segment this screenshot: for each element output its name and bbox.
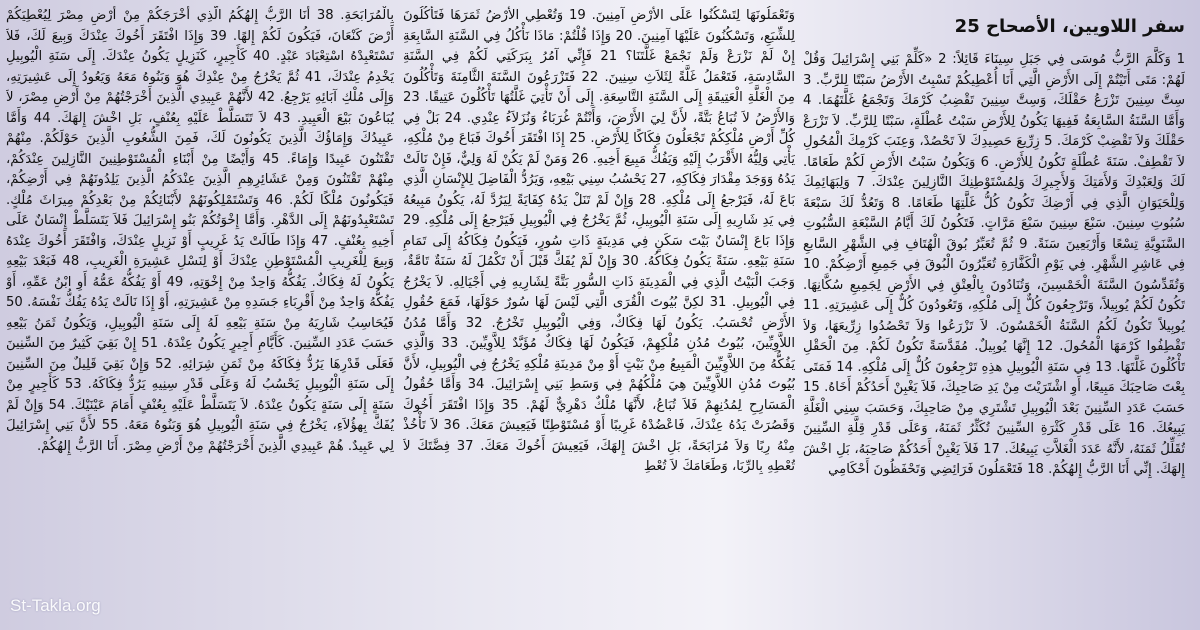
text-column-right	[803, 4, 1185, 624]
watermark-logo: St-Takla.org	[10, 596, 101, 615]
text-column-left	[6, 6, 394, 626]
chapter-title: سفر اللاويين، الأصحاح 25	[954, 16, 1185, 37]
column-text-middle: وَتَعْمَلُونَهَا لِتَسْكُنُوا عَلَى الأَرْضِ آمِنِينَ. 19 وَتُعْطِي الأَرْضُ ثَمَرَهَا فَتَأْكُلُونَ لِلشِّبَعِ، وَتَسْكُنُونَ عَلَيْهَا آمِنِينَ. 20 وَإِذَا قُلْتُمْ: مَاذَا نَأْكُلُ فِي السَّنَةِ السَّابِعَةِ إِنْ لَمْ نَزْرَعْ وَلَمْ نَجْمَعْ غَلَّتَنَا؟ 21 فَإِنِّي آمُرُ بِبَرَكَتِي لَكُمْ فِي السَّنَةِ السَّادِسَةِ، فَتَعْمَلُ غَلَّةً لِثَلاَثِ سِنِينَ. 22 فَتَزْرَعُونَ السَّنَةَ الثَّامِنَةَ وَتَأْكُلُونَ مِنَ الْغَلَّةِ الْعَتِيقَةِ إِلَى السَّنَةِ التَّاسِعَةِ. إِلَى أَنْ تَأْتِيَ غَلَّتُهَا تَأْكُلُونَ عَتِيقًا. 23 وَالأَرْضُ لاَ تُبَاعُ بَتَّةً، لأَنَّ لِيَ الأَرْضَ، وَأَنْتُمْ غُرَبَاءُ وَنُزَلاَءُ عِنْدِي. 24 بَلْ فِي كُلِّ أَرْضِ مُلْكِكُمْ تَجْعَلُونَ فِكَاكًا لِلأَرْضِ. 25 إِذَا افْتَقَرَ أَخُوكَ فَبَاعَ مِنْ مُلْكِهِ، يَأْتِي وَلِيُّهُ الأَقْرَبُ إِلَيْهِ وَيَفُكُّ مَبِيعَ أَخِيهِ. 26 وَمَنْ لَمْ يَكُنْ لَهُ وَلِيٌّ، فَإِنْ نَالَتْ يَدُهُ وَوَجَدَ مِقْدَارَ فِكَاكِهِ، 27 يَحْسُبُ سِنِي بَيْعِهِ، وَيَرُدُّ الْفَاضِلَ لِلإِنْسَانِ الَّذِي بَاعَ لَهُ، فَيَرْجعُ إِلَى مُلْكِهِ. 28 وَإِنْ لَمْ تَنَلْ يَدُهُ كِفَايَةً لِيَرُدَّ لَهُ، يَكُونُ مَبِيعُهُ فِي يَدِ شَارِيهِ إِلَى سَنَةِ الْيُوبِيلِ، ثُمَّ يَخْرُجُ فِي الْيُوبِيلِ فَيَرْجعُ إِلَى مُلْكِهِ. 29 وَإِذَا بَاعَ إِنْسَانٌ بَيْتَ سَكَنٍ فِي مَدِينَةٍ ذَاتِ سُورٍ، فَيَكُونُ فِكَاكُهُ إِلَى تَمَامِ سَنَةِ بَيْعِهِ. سَنَةً يَكُونُ فِكَاكُهُ. 30 وَإِنْ لَمْ يُفَكَّ قَبْلَ أَنْ تَكْمُلَ لَهُ سَنَةٌ تَامَّةٌ، وَجَبَ الْبَيْتُ الَّذِي فِي الْمَدِينَةِ ذَاتِ السُّورِ بَتَّةً لِشَارِيهِ فِي أَجْيَالِهِ. لاَ يَخْرُجُ فِي الْيُوبِيلِ. 31 لكِنَّ بُيُوتَ الْقُرَى الَّتِي لَيْسَ لَهَا سُورٌ حَوْلَهَا، فَمَعَ حُقُولِ الأَرْضِ تُحْسَبُ. يَكُونُ لَهَا فِكَاكٌ، وَفِي الْيُوبِيلِ تَخْرُجُ. 32 وَأَمَّا مُدُنُ اللاَّوِيِّينَ، بُيُوتُ مُدُنِ مُلْكِهِمْ، فَيَكُونُ لَهَا فِكَاكٌ مُؤَبَّدٌ لِلاَّوِيِّينَ. 33 وَالَّذِي يَفُكُّهُ مِنَ اللاَّوِيِّينَ الْمَبِيعُ مِنْ بَيْتٍ أَوْ مِنْ مَدِينَةِ مُلْكِهِ يَخْرُجُ فِي الْيُوبِيلِ، لأَنَّ بُيُوتَ مُدُنِ اللاَّوِيِّينَ هِيَ مُلْكُهُمْ فِي وَسَطِ بَنِي إِسْرَائِيلَ. 34 وَأَمَّا حُقُولُ الْمَسَارِحِ لِمُدُنِهِمْ فَلاَ تُبَاعُ، لأَنَّهَا مُلْكٌ دَهْرِيٌّ لَهُمْ. 35 وَإِذَا افْتَقَرَ أَخُوكَ وَقَصُرَتْ يَدُهُ عِنْدَكَ، فَاعْضُدْهُ غَرِيبًا أَوْ مُسْتَوْطِنًا فَيَعِيشَ مَعَكَ. 36 لاَ تَأْخُذْ مِنْهُ رِبًا وَلاَ مُرَابَحَةً، بَلِ اخْشَ إِلهَكَ، فَيَعِيشَ أَخُوكَ مَعَكَ. 37 فِضَّتَكَ لاَ تُعْطِهِ بِالرِّبَا، وَطَعَامَكَ لاَ تُعْطِ	[403, 8, 795, 474]
column-text-left: بِالْمُرَابَحَةِ. 38 أَنَا الرَّبُّ إِلهُكُمُ الَّذِي أَخْرَجَكُمْ مِنْ أَرْضِ مِصْرَ لِيُعْطِيَكُمْ أَرْضَ كَنْعَانَ، فَيَكُونَ لَكُمْ إِلهًا. 39 وَإِذَا افْتَقَرَ أَخُوكَ عِنْدَكَ وَبِيعَ لَكَ، فَلاَ تَسْتَعْبِدْهُ اسْتِعْبَادَ عَبْدٍ. 40 كَأَجِيرٍ، كَنَزِيلٍ يَكُونُ عِنْدَكَ. إِلَى سَنَةِ الْيُوبِيلِ يَخْدِمُ عِنْدَكَ، 41 ثُمَّ يَخْرُجُ مِنْ عِنْدِكَ هُوَ وَبَنُوهُ مَعَهُ وَيَعُودُ إِلَى عَشِيرَتِهِ، وَإِلَى مُلْكِ آبَائِهِ يَرْجِعُ. 42 لأَنَّهُمْ عَبِيدِي الَّذِينَ أَخْرَجْتُهُمْ مِنْ أَرْضِ مِصْرَ، لاَ يُبَاعُونَ بَيْعَ الْعَبِيدِ. 43 لاَ تَتَسَلَّطْ عَلَيْهِ بِعُنْفٍ، بَلِ اخْشَ إِلهَكَ. 44 وَأَمَّا عَبِيدُكَ وَإِمَاؤُكَ الَّذِينَ يَكُونُونَ لَكَ، فَمِنَ الشُّعُوبِ الَّذِينَ حَوْلَكُمْ. مِنْهُمْ تَقْتَنُونَ عَبِيدًا وَإِمَاءً. 45 وَأَيْضًا مِنْ أَبْنَاءِ الْمُسْتَوْطِنِينَ النَّازِلِينَ عِنْدَكُمْ، مِنْهُمْ تَقْتَنُونَ وَمِنْ عَشَائِرِهِمِ الَّذِينَ عِنْدَكُمُ الَّذِينَ يَلِدُونَهُمْ فِي أَرْضِكُمْ، فَيَكُونُونَ مُلْكًا لَكُمْ. 46 وَتَسْتَمْلِكُونَهُمْ لأَبْنَائِكُمْ مِنْ بَعْدِكُمْ مِيرَاثَ مُلْكٍ. تَسْتَعْبِدُونَهُمْ إِلَى الدَّهْرِ. وَأَمَّا إِخْوَتُكُمْ بَنُو إِسْرَائِيلَ فَلاَ يَتَسَلَّطْ إِنْسَانٌ عَلَى أَخِيهِ بِعُنْفٍ. 47 وَإِذَا طَالَتْ يَدُ غَرِيبٍ أَوْ نَزِيلٍ عِنْدَكَ، وَافْتَقَرَ أَخُوكَ عِنْدَهُ وَبِيعَ لِلْغَرِيبِ الْمُسْتَوْطِنِ عِنْدَكَ أَوْ لِنَسْلِ عَشِيرَةِ الْغَرِيبِ، 48 فَبَعْدَ بَيْعِهِ يَكُونُ لَهُ فِكَاكٌ. يَفُكُّهُ وَاحِدٌ مِنْ إِخْوَتِهِ، 49 أَوْ يَفُكُّهُ عَمُّهُ أَوِ ابْنُ عَمِّهِ، أَوْ يَفُكُّهُ وَاحِدٌ مِنْ أَقْرِبَاءِ جَسَدِهِ مِنْ عَشِيرَتِهِ، أَوْ إِذَا نَالَتْ يَدُهُ يَفُكُّ نَفْسَهُ. 50 فَيُحَاسِبُ شَارِيَهُ مِنْ سَنَةِ بَيْعِهِ لَهُ إِلَى سَنَةِ الْيُوبِيلِ، وَيَكُونُ ثَمَنُ بَيْعِهِ حَسَبَ عَدَدِ السِّنِينَ. كَأَيَّامِ أَجِيرٍ يَكُونُ عِنْدَهُ. 51 إِنْ بَقِيَ كَثِيرٌ مِنَ السِّنِينَ فَعَلَى قَدْرِهَا يَرُدُّ فِكَاكَهُ مِنْ ثَمَنِ شِرَائِهِ. 52 وَإِنْ بَقِيَ قَلِيلٌ مِنَ السِّنِينَ إِلَى سَنَةِ الْيُوبِيلِ يَحْسُبُ لَهُ وَعَلَى قَدْرِ سِنِيهِ يَرُدُّ فِكَاكَهُ. 53 كَأَجِيرٍ مِنْ سَنَةٍ إِلَى سَنَةٍ يَكُونُ عِنْدَهُ. لاَ يَتَسَلَّطْ عَلَيْهِ بِعُنْفٍ أَمَامَ عَيْنَيْكَ. 54 وَإِنْ لَمْ يُفَكَّ بِهؤُلاَءِ، يَخْرُجُ فِي سَنَةِ الْيُوبِيلِ هُوَ وَبَنُوهُ مَعَهُ. 55 لأَنَّ بَنِي إِسْرَائِيلَ لِي عَبِيدٌ. هُمْ عَبِيدِي الَّذِينَ أَخْرَجْتُهُمْ مِنْ أَرْضِ مِصْرَ. أَنَا الرَّبُّ إِلهُكُمْ.	[6, 8, 394, 454]
column-text-right: 1 وَكَلَّمَ الرَّبُّ مُوسَى فِي جَبَلِ سِينَاءَ قَائِلاً: 2 «كَلِّمْ بَنِي إِسْرَائِيلَ وَقُلْ لَهُمْ: مَتَى أَتَيْتُمْ إِلَى الأَرْضِ الَّتِي أَنَا أُعْطِيكُمْ تَسْبِتُ الأَرْضُ سَبْتًا لِلرَّبِّ. 3 سِتَّ سِنِينَ تَزْرَعُ حَقْلَكَ، وَسِتَّ سِنِينَ تَقْضِبُ كَرْمَكَ وَتَجْمَعُ غَلَّتَهُمَا. 4 وَأَمَّا السَّنَةُ السَّابِعَةُ فَفِيهَا يَكُونُ لِلأَرْضِ سَبْتُ عُطْلَةٍ، سَبْتًا لِلرَّبِّ. لاَ تَزْرَعْ حَقْلَكَ وَلاَ تَقْضِبْ كَرْمَكَ. 5 زِرِّيعَ حَصِيدِكَ لاَ تَحْصُدْ، وَعِنَبَ كَرْمِكَ الْمُحُولِ لاَ تَقْطِفْ. سَنَةَ عُطْلَةٍ تَكُونُ لِلأَرْضِ. 6 وَيَكُونُ سَبْتُ الأَرْضِ لَكُمْ طَعَامًا. لَكَ وَلِعَبْدِكَ وَلأَمَتِكَ وَلأَجِيرِكَ وَلِمُسْتَوْطِنِكَ النَّازِلِينَ عِنْدَكَ. 7 وَلِبَهَائِمِكَ وَلِلْحَيَوَانِ الَّذِي فِي أَرْضِكَ تَكُونُ كُلُّ غَلَّتِهَا طَعَامًا. 8 وَتَعُدُّ لَكَ سَبْعَةَ سُبُوتِ سِنِينَ. سَبْعَ سِنِينَ سَبْعَ مَرَّاتٍ. فَتَكُونُ لَكَ أَيَّامُ السَّبْعَةِ السُّبُوتِ السَّنَوِيَّةِ تِسْعًا وَأَرْبَعِينَ سَنَةً. 9 ثُمَّ تُعَبِّرُ بُوقَ الْهُتَافِ فِي الشَّهْرِ السَّابعِ فِي عَاشِرِ الشَّهْرِ. فِي يَوْمِ الْكَفَّارَةِ تُعَبِّرُونَ الْبُوقَ فِي جَمِيعِ أَرْضِكُمْ. 10 وَتُقَدِّسُونَ السَّنَةَ الْخَمْسِينَ، وَتُنَادُونَ بِالْعِتْقِ فِي الأَرْضِ لِجَمِيعِ سُكَّانِهَا. تَكُونُ لَكُمْ يُوبِيلاً، وَتَرْجِعُونَ كُلٌّ إِلَى مُلْكِهِ، وَتَعُودُونَ كُلٌّ إِلَى عَشِيرَتِهِ. 11 يُوبِيلاً تَكُونُ لَكُمُ السَّنَةُ الْخَمْسُونَ. لاَ تَزْرَعُوا وَلاَ تَحْصُدُوا زِرِّيعَهَا، وَلاَ تَقْطِفُوا كَرْمَهَا الْمُحُولَ. 12 إِنَّهَا يُوبِيلٌ. مُقَدَّسَةً تَكُونُ لَكُمْ. مِنَ الْحَقْلِ تَأْكُلُونَ غَلَّتَهَا. 13 فِي سَنَةِ الْيُوبِيلِ هذِهِ تَرْجِعُونَ كُلٌّ إِلَى مُلْكِهِ. 14 فَمَتَى بِعْتَ صَاحِبَكَ مَبِيعًا، أَوِ اشْتَرَيْتَ مِنْ يَدِ صَاحِبِكَ، فَلاَ يَغْبِنْ أَحَدُكُمْ أَخَاهُ. 15 حَسَبَ عَدَدِ السِّنِينَ بَعْدَ الْيُوبِيلِ تَشْتَرِي مِنْ صَاحِبِكَ، وَحَسَبَ سِنِي الْغَلَّةِ يَبِيعُكَ. 16 عَلَى قَدْرِ كَثْرَةِ السِّنِينَ تُكَثِّرُ ثَمَنَهُ، وَعَلَى قَدْرِ قِلَّةِ السِّنِينَ تُقَلِّلُ ثَمَنَهُ، لأَنَّهُ عَدَدَ الْغَلاَّتِ يَبِيعُكَ. 17 فَلاَ يَغْبِنْ أَحَدُكُمْ صَاحِبَهُ، بَلِ اخْشَ إِلهَكَ. إِنِّي أَنَا الرَّبُّ إِلهُكُمْ. 18 فَتَعْمَلُونَ فَرَائِضِي وَتَحْفَظُونَ أَحْكَامِي	[803, 52, 1185, 477]
text-column-middle	[403, 6, 795, 626]
